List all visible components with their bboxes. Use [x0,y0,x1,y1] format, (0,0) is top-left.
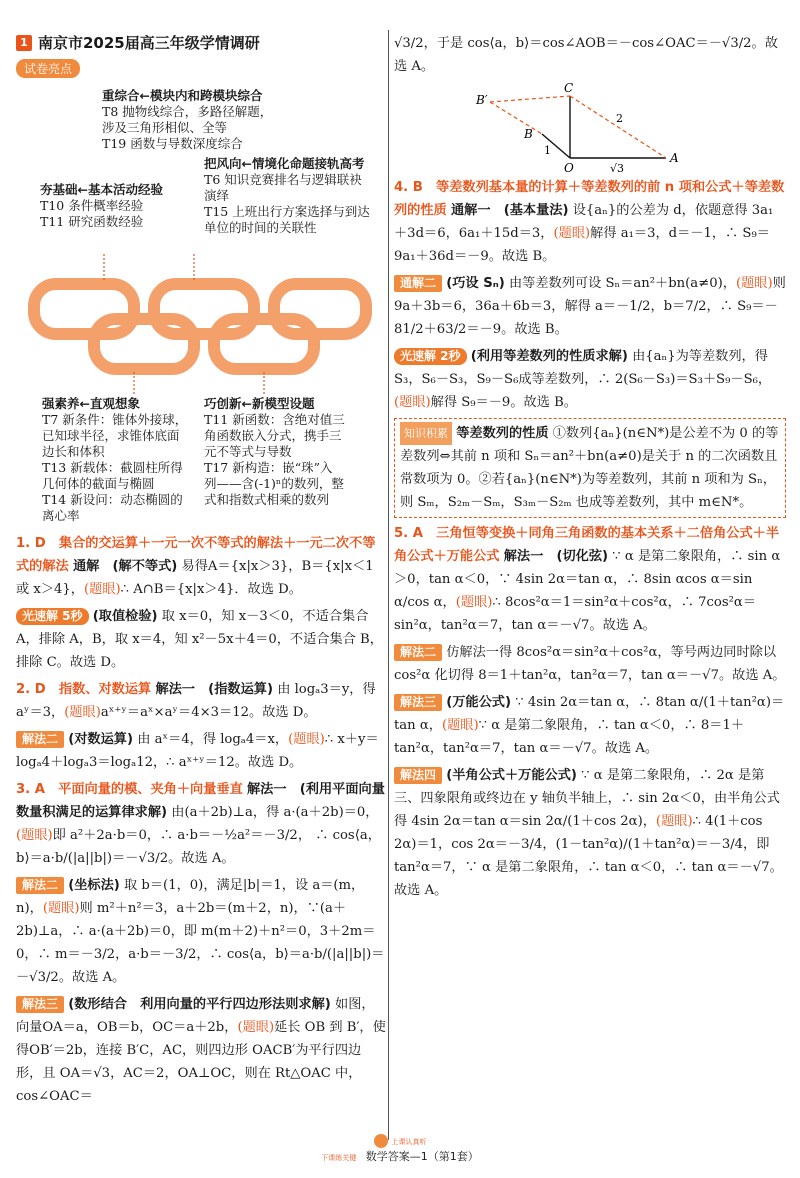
knowledge-tag: 知识积累 [400,422,452,445]
solution-text: ∵ α 是第二象限角，∴ tan α＜0，∴ 8＝1＋tan²α，tan²α＝7，tan α＝－√7。故选 A。 [394,718,745,756]
solution-text: ∴ 8cos²α＝1＝sin²α＋cos²α，∴ 7cos²α＝sin²α，tan²α＝7，tan α＝－√7。故选 A。 [394,595,757,633]
chain-link [94,319,194,369]
solution-text: 由(a＋2b)⊥a，得 a·(a＋2b)＝0， [171,805,379,820]
question-2-method-2 [16,728,386,774]
key-point-mark: (题眼) [64,705,101,720]
brand-line: 上课认真听 [391,1138,427,1146]
vector-figure [394,82,786,172]
segment-bc [490,96,570,102]
solution-text: 解得 a₁＝3，d＝－1，∴ S₉＝9a₁＋36d＝－9。故选 B。 [394,226,770,264]
paper-header [16,32,386,53]
key-point-mark: (题眼) [735,276,773,291]
method-label: (利用等差数列的性质求解) [470,349,628,364]
key-point-mark: (题眼) [16,828,53,843]
solution-text: 则 m²＋n²＝3，a＋2b＝(m＋2，n)，∵(a＋2b)⊥a，∴ a·(a＋2b)＝0，即 m(m＋2)＋n²＝0，3＋2m＝0，∴ m＝ [16,901,376,962]
solution-tag: 通解二 [394,275,442,292]
knowledge-text: ①数列{aₙ}(n∈N*)是公差不为 0 的等差数列⇔其前 n 项和 Sₙ＝an²＋bn(a≠0)是关于 n 的二次函数且常数项为 0。②若{aₙ}(n∈N*)为等差数列，其前 n 项和为 Sₙ，则 Sₘ，S₂ₘ－Sₘ，S₃ₘ－S₂ₘ 也成等差数列，其中 m∈N*。 [400,426,779,510]
solution-text: ∴ A∩B＝{x|x＞4}．故选 D。 [120,582,302,597]
solution-text: 由等差数列可设 Sₙ＝an²＋bn(a≠0)， [508,276,736,291]
key-point-mark: (题眼) [237,1020,275,1035]
question-5-method-2 [394,641,786,687]
label-b: B [524,127,533,141]
highlight-line: 离心率 [42,508,80,523]
solution-tag: 解法四 [394,767,442,784]
solution-text: ∵ 4sin 2α＝tan α，∴ 8tan α/(1＋tan²α)＝tan α， [394,695,785,733]
key-point-mark: (题眼) [288,732,325,747]
highlight-basics [40,182,163,230]
chain-link [274,284,366,334]
chain-link [34,284,134,334]
key-point-mark: (题眼) [655,814,693,829]
label-c: C [564,82,574,95]
highlight-heading: 把风向←情境化命题接轨高考 [204,156,365,171]
knowledge-heading: 等差数列的性质 [456,426,549,441]
question-heading: 1. D 集合的交运算＋一元一次不等式的解法＋一元二次不等式的解法 [16,536,376,574]
paper-number: 1 [16,35,32,51]
question-2 [16,678,386,724]
solution-text: ∴ x＋y＝logₐ4＋logₐ3＝logₐ12，∴ aˣ⁺ʸ＝12。故选 D。 [16,732,379,770]
highlight-heading: 强素养←直观想象 [42,396,140,411]
solution-text: 设{aₙ}的公差为 d，依题意得 3a₁＋3d＝6，6a₁＋15d＝3， [394,203,774,241]
method-label: 解法一 (利用平面向量数量积满足的运算律求解) [16,782,385,820]
right-column [394,32,786,1130]
label-a: A [670,151,679,165]
knowledge-box [394,418,786,518]
question-4-method-2 [394,272,786,341]
solution-text: 仿解法一得 8cos²α＝sin²α＋cos²α，等号两边同时除以 cos²α 化切得 8＝1＋tan²α，tan²α＝7，tan α＝－√7。故选 A。 [394,645,786,683]
question-5-method-3 [394,691,786,760]
page-footer [0,1134,800,1164]
highlight-innovation [204,396,345,508]
method-label: (数形结合 利用向量的平行四边形法则求解) [68,997,331,1012]
solution-tag: 解法二 [16,731,64,748]
chain-illustration [24,254,380,394]
question-5 [394,522,786,637]
solution-text: 则 9a＋3b＝6，36a＋6b＝3，解得 a＝－1/2，b＝7/2，∴ S₉＝－81/2＋63/2＝－9。故选 B。 [394,276,786,337]
fast-solution-tag: 光速解 5秒 [16,608,89,625]
solution-text: －3/2，a·b＝－3/2，∴ cos⟨a，b⟩＝a·b/(|a||b|)＝－√3/2。故选 A。 [16,947,385,985]
solution-text: ∴ 4(1＋cos 2α)＝1，cos 2α＝－3/4，(1－tan²α)/(1＋tan²α)＝－3/4，即 tan²α＝7，∵ α 是第二象限角，∴ tan α＜0，∴ tan α＝－√7。故选 A。 [394,814,783,898]
question-heading: 2. D 指数、对数运算 [16,682,152,697]
footer-label: 数学答案—1（第1套） [365,1150,479,1163]
highlight-line: T10 条件概率经验 [40,198,144,213]
solution-tag: 解法三 [394,694,442,711]
highlight-heading: 重综合←模块内和跨模块综合 [102,88,263,103]
method-label: 通解 (解不等式) [72,559,178,574]
highlight-line: T11 研究函数经验 [40,214,144,229]
segment-bb [490,102,542,134]
column-divider [388,30,389,1140]
solution-text: 解得 S₉＝－9。故选 B。 [430,395,577,410]
solution-text: aˣ⁺ʸ＝aˣ×aʸ＝4×3＝12。故选 D。 [100,705,317,720]
key-point-mark: (题眼) [83,582,121,597]
method-label: (巧设 Sₙ) [446,276,505,291]
brand-line: 下课练关键 [321,1154,357,1162]
highlight-line: 元不等式与导数 [204,444,292,459]
solution-text: ∵ α 是第二象限角，∴ 2α 是第三、四象限角或终边在 y 轴负半轴上，∴ sin 2α＜0，由半角公式得 4sin 2α＝tan α＝sin 2α/(1＋cos 2α)， [394,768,780,829]
highlight-line: T14 新设问：动态椭圆的 [42,492,183,507]
fast-solution-tag: 光速解 2秒 [394,348,467,365]
paper-title: 南京市2025届高三年级学情调研 [38,34,260,52]
question-4-fast [394,345,786,414]
solution-text: 即 a²＋2a·b＝0，∴ a·b＝－½a²＝－3/2， [52,828,312,843]
method-label: 解法一 (指数运算) [155,682,273,697]
question-heading: 3. A 平面向量的模、夹角＋向量垂直 [16,782,243,797]
highlight-integration [102,88,272,152]
question-5-method-4 [394,764,786,902]
solution-text: 易得A＝{x|x＞3}，B＝{x|x＜1 或 x＞4}， [16,559,374,597]
highlight-line: T15 上班出行方案选择与到达 [204,204,370,219]
highlight-line: T6 知识竞赛排名与逻辑联袂 [204,172,362,187]
key-point-mark: (题眼) [394,395,431,410]
left-column [16,32,386,1130]
highlight-line: T17 新构造：嵌“珠”入 [204,460,333,475]
solution-tag: 解法二 [16,877,64,894]
solution-text: 由 logₐ3＝y，得 aʸ＝3， [16,682,376,720]
left-solutions [16,528,386,1108]
highlight-heading: 夯基础←基本活动经验 [40,182,163,197]
solution-text: 取 x＝0，知 x－3＜0，不适合集合 A，排除 A，B，取 x＝4，知 x²－5x＋4＝0，不适合集合 B，排除 C。故选 D。 [16,609,383,670]
chain-link [154,284,254,334]
solution-text: 由{aₙ}为等差数列，得 S₃，S₆－S₃，S₉－S₆成等差数列，∴ 2(S₆－S₃)＝S₃＋S₉－S₆， [394,349,772,387]
method-label: 通解一 (基本量法) [450,203,569,218]
solution-tag: 解法三 [16,996,64,1013]
question-1-fast [16,605,386,674]
question-3 [16,778,386,870]
label-b-prime: B′ [476,93,488,107]
length-root3: √3 [610,162,625,172]
segment-ac [570,96,666,158]
key-point-mark: (题眼) [455,595,493,610]
solution-text: 延长 OB 到 B′，使得OB′＝2b，连接 B′C，AC，则四边形 OACB′为平行四边形，且 OA＝√3，AC＝2，OA⊥OC，则在 Rt△OAC 中，cos∠OAC＝ [16,1020,386,1104]
method-label: (万能公式) [446,695,512,710]
solution-text: √3/2，于是 cos⟨a，b⟩＝cos∠AOB＝－cos∠OAC＝－√3/2。故选 A。 [394,36,778,74]
question-1 [16,532,386,601]
method-label: (对数运算) [68,732,134,747]
highlight-trend [204,156,370,236]
highlight-heading: 巧创新←新模型设题 [204,396,315,411]
solution-text: 如图，向量OA＝a，OB＝b，OC＝a＋2b， [16,997,375,1035]
chain-link [214,319,314,369]
highlight-line: 涉及三角形相似、全等 [102,120,228,135]
brand-logo-icon [374,1134,388,1148]
question-heading: 5. A 三角恒等变换＋同角三角函数的基本关系＋二倍角公式＋半角公式＋万能公式 [394,526,780,564]
highlight-line: 边长和体积 [42,444,105,459]
solution-text: ∴ cos⟨a，b⟩＝a·b/(|a||b|)＝－√3/2。故选 A。 [16,828,381,866]
solution-text: 取 b＝(1，0)，满足|b|＝1，设 a＝(m，n)， [16,878,365,916]
highlight-line: 式和指数式相乘的数列 [204,492,330,507]
highlight-line: 几何体的截面与椭圆 [42,476,155,491]
method-label: 解法一 (切化弦) [503,549,609,564]
highlight-line: T19 函数与导数深度综合 [102,136,243,151]
highlight-line: 角函数嵌入分式，携手三 [204,428,342,443]
highlight-line: 演绎 [204,188,230,203]
highlight-line: T11 新函数：含绝对值三 [204,412,345,427]
solution-tag: 解法二 [394,644,442,661]
highlight-line: 列——含(-1)ⁿ的数列，整 [204,476,344,491]
question-3-continued [394,32,786,78]
length-one: 1 [544,144,551,157]
highlight-line: T13 新载体：截圆柱所得 [42,460,183,475]
highlight-literacy [42,396,187,524]
key-point-mark: (题眼) [42,901,80,916]
highlight-line: 单位的时间的关联性 [204,220,317,235]
method-label: (坐标法) [68,878,120,893]
question-3-method-3 [16,993,386,1108]
method-label: (半角公式＋万能公式) [446,768,577,783]
highlights-tag: 试卷亮点 [16,59,80,78]
length-two: 2 [616,112,623,125]
question-3-method-2 [16,874,386,989]
method-label: (取值检验) [92,609,158,624]
highlight-line: T7 新条件：锥体外接球， [42,412,188,427]
question-heading: 4. B 等差数列基本量的计算＋等差数列的前 n 项和公式＋等差数列的性质 [394,180,785,218]
key-point-mark: (题眼) [553,226,591,241]
highlight-line: 已知球半径，求锥体底面 [42,428,180,443]
highlight-line: T8 抛物线综合，多路径解题， [102,104,273,119]
solution-text: 由 aˣ＝4，得 logₐ4＝x， [137,732,289,747]
label-o: O [564,161,574,172]
question-4 [394,176,786,268]
key-point-mark: (题眼) [441,718,479,733]
solution-text: ∵ α 是第二象限角，∴ sin α＞0，tan α＜0，∵ 4sin 2α＝tan α，∴ 8sin αcos α＝sin α/cos α， [394,549,781,610]
